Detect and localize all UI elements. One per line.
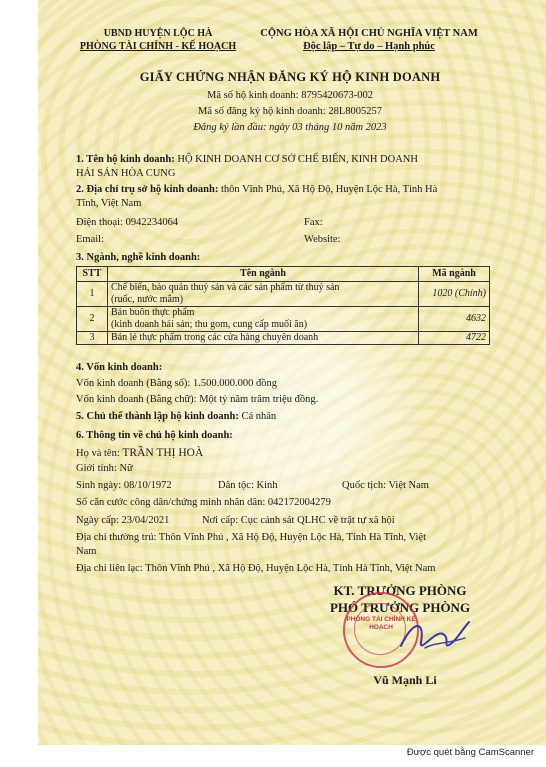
id-number: Số căn cước công dân/chứng minh nhân dân: 042172004279 [76, 497, 331, 508]
owner-name-line [76, 447, 203, 459]
row-stt: 2 [77, 307, 108, 332]
website: Website: [304, 234, 341, 245]
permanent-address-cont: Nam [76, 546, 97, 557]
col-stt: STT [77, 267, 108, 282]
scanner-watermark: Được quét bằng CamScanner [406, 747, 534, 758]
section1-line1 [76, 154, 418, 165]
row-ma: 1020 (Chính) [419, 282, 490, 307]
gender: Giới tính: Nữ [76, 463, 133, 474]
row-ma: 4722 [419, 332, 490, 345]
section4-label: 4. Vốn kinh doanh: [76, 362, 163, 373]
phone: Điện thoại: 0942234064 [76, 217, 179, 228]
capital-words: Vốn kinh doanh (Bằng chữ): Một tỷ năm trăm triệu đồng. [76, 394, 319, 405]
address-cont: Tĩnh, Việt Nam [76, 198, 142, 209]
nationality: Quốc tịch: Việt Nam [342, 480, 429, 491]
table-row [77, 282, 490, 307]
table-row [77, 332, 490, 345]
founder-type: Cá nhân [241, 411, 277, 422]
fax: Fax: [304, 217, 323, 228]
issue-place: Nơi cấp: Cục cảnh sát QLHC về trật tự xã hội [202, 515, 395, 526]
issuer-line2: PHÒNG TÀI CHÍNH - KẾ HOẠCH [79, 41, 237, 52]
section5-line [76, 411, 276, 422]
issuer-line1: UBND HUYỆN LỘC HÀ [103, 28, 213, 39]
ethnicity: Dân tộc: Kinh [218, 480, 278, 491]
business-name-cont: HẢI SẢN HÒA CUNG [76, 168, 176, 179]
national-title: CỘNG HÒA XÃ HỘI CHỦ NGHĨA VIỆT NAM [260, 28, 478, 39]
row-stt: 3 [77, 332, 108, 345]
handwritten-signature [395, 612, 475, 662]
section5-label: 5. Chủ thể thành lập hộ kinh doanh: [76, 411, 239, 422]
national-motto: Độc lập – Tự do – Hạnh phúc [303, 41, 435, 52]
col-ma-nganh: Mã ngành [419, 267, 490, 282]
permanent-address: Địa chỉ thường trú: Thôn Vĩnh Phú , Xã Hộ Độ, Huyện Lộc Hà, Tỉnh Hà Tĩnh, Việt [76, 532, 426, 543]
row-ten: Bán buôn thực phẩm (kinh doanh hải sản; thu gom, cung cấp muối ăn) [108, 307, 419, 332]
business-code: Mã số hộ kinh doanh: 8795420673-002 [207, 90, 373, 101]
seal-text: PHÒNG TÀI CHÍNH KẾ HOẠCH [346, 616, 416, 631]
capital-number: Vốn kinh doanh (Bằng số): 1.500.000.000 đồng [76, 378, 277, 389]
row-stt: 1 [77, 282, 108, 307]
first-registration-date: Đăng ký lần đầu: ngày 03 tháng 10 năm 2023 [193, 122, 387, 133]
signer-title-2: PHÓ TRƯỞNG PHÒNG [329, 600, 471, 615]
business-name: HỘ KINH DOANH CƠ SỞ CHẾ BIẾN, KINH DOANH [177, 154, 418, 165]
signer-name: Vũ Mạnh Li [373, 673, 437, 687]
business-lines-table [76, 266, 490, 345]
table-header-row [77, 267, 490, 282]
col-ten-nganh: Tên ngành [108, 267, 419, 282]
section1-label: 1. Tên hộ kinh doanh: [76, 154, 175, 165]
registration-code: Mã số đăng ký hộ kinh doanh: 28L8005257 [197, 106, 383, 117]
birth-date: Sinh ngày: 08/10/1972 [76, 480, 172, 491]
owner-name: TRẦN THỊ HOÀ [122, 447, 204, 459]
signer-title-1: KT. TRƯỞNG PHÒNG [333, 583, 467, 598]
section3-label: 3. Ngành, nghề kinh doanh: [76, 252, 201, 263]
contact-address: Địa chỉ liên lạc: Thôn Vĩnh Phú , Xã Hộ Độ, Huyện Lộc Hà, Tỉnh Hà Tĩnh, Việt Nam [76, 563, 436, 574]
section2-label: 2. Địa chỉ trụ sở hộ kinh doanh: [76, 184, 219, 195]
address-value: thôn Vĩnh Phú, Xã Hộ Độ, Huyện Lộc Hà, Tỉnh Hà [220, 184, 438, 195]
row-ten: Bán lẻ thực phẩm trong các cửa hàng chuyên doanh [108, 332, 419, 345]
row-ma: 4632 [419, 307, 490, 332]
national-header [256, 27, 482, 53]
email: Email: [76, 234, 104, 245]
section2-line1 [76, 184, 437, 195]
issuer-header [76, 27, 240, 53]
section6-label: 6. Thông tin về chủ hộ kinh doanh: [76, 430, 233, 441]
document-title: GIẤY CHỨNG NHẬN ĐĂNG KÝ HỘ KINH DOANH [139, 70, 441, 84]
owner-name-label: Họ và tên: [76, 448, 120, 459]
table-row [77, 307, 490, 332]
issue-date: Ngày cấp: 23/04/2021 [76, 515, 170, 526]
row-ten: Chế biến, bảo quản thuỷ sản và các sản phẩm từ thuỷ sản (ruốc, nước mắm) [108, 282, 419, 307]
